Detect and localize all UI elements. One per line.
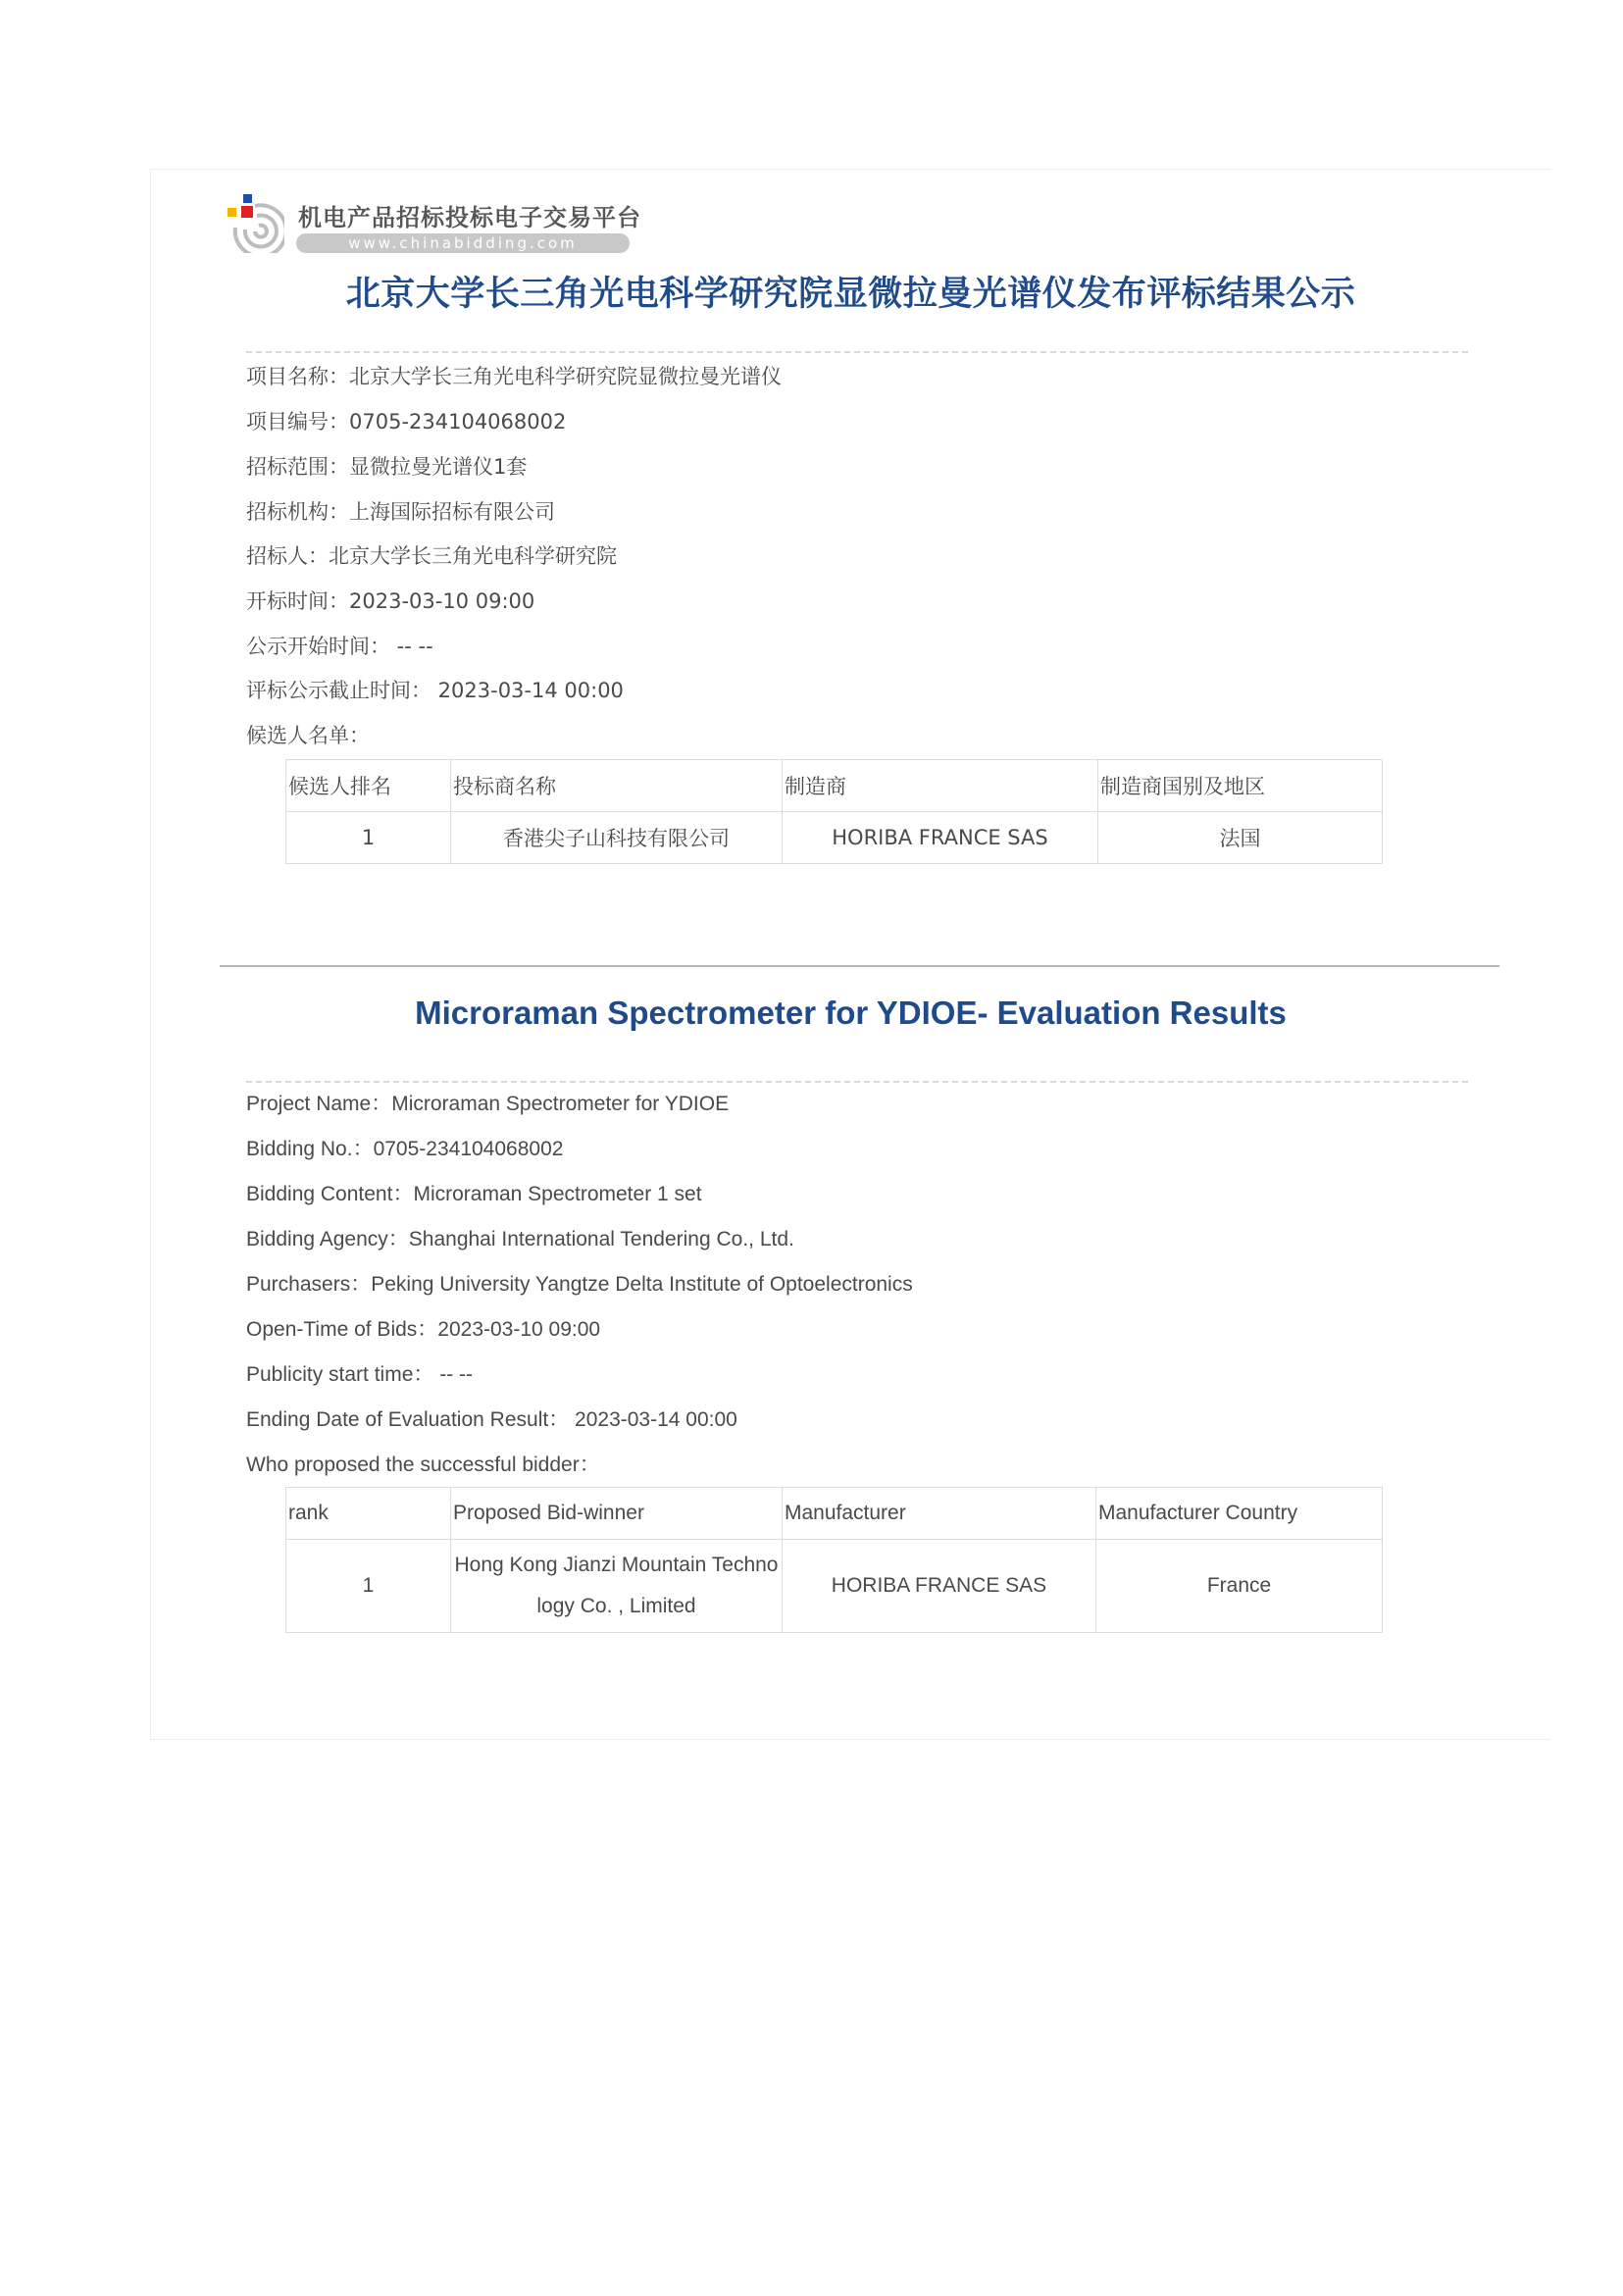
- field-open-time-cn: 开标时间：2023-03-10 09:00: [246, 589, 535, 613]
- col-manufacturer-header: Manufacturer: [783, 1488, 1096, 1540]
- table-header-row: [286, 1488, 1383, 1540]
- divider-dashed-en: [246, 1081, 1468, 1083]
- field-publicity-start-cn: 公示开始时间： -- --: [246, 635, 433, 658]
- section-divider: [220, 965, 1499, 967]
- logo-mark-icon: [228, 194, 284, 253]
- cell-bidder: Hong Kong Jianzi Mountain Technology Co. , Limited: [451, 1540, 783, 1633]
- cell-bidder: 香港尖子山科技有限公司: [451, 812, 783, 864]
- candidates-table-cn: [285, 759, 1383, 864]
- table-row: [286, 812, 1383, 864]
- col-bidder-header: 投标商名称: [451, 760, 783, 812]
- col-bidder-header: Proposed Bid-winner: [451, 1488, 783, 1540]
- field-candidates-cn: 候选人名单：: [246, 724, 370, 747]
- candidates-table-en: [285, 1487, 1383, 1633]
- field-publicity-start-en: Publicity start time： -- --: [246, 1363, 474, 1386]
- cell-rank: 1: [286, 812, 451, 864]
- field-agency-cn: 招标机构：上海国际招标有限公司: [246, 500, 555, 524]
- field-bidding-no-en: Bidding No.：0705-234104068002: [246, 1138, 564, 1160]
- col-country-header: 制造商国别及地区: [1098, 760, 1383, 812]
- cell-manufacturer: HORIBA FRANCE SAS: [783, 1540, 1096, 1633]
- field-purchaser-cn: 招标人：北京大学长三角光电科学研究院: [246, 544, 617, 568]
- cell-manufacturer: HORIBA FRANCE SAS: [783, 812, 1098, 864]
- platform-logo[interactable]: [228, 194, 639, 257]
- field-bidding-agency-en: Bidding Agency：Shanghai International Tendering Co., Ltd.: [246, 1228, 794, 1250]
- field-evaluation-end-en: Ending Date of Evaluation Result： 2023-03-14 00:00: [246, 1408, 737, 1431]
- field-publicity-end-cn: 评标公示截止时间： 2023-03-14 00:00: [246, 679, 624, 702]
- field-scope-cn: 招标范围：显微拉曼光谱仪1套: [246, 455, 528, 479]
- divider-dashed-cn: [246, 351, 1468, 353]
- col-rank-header: rank: [286, 1488, 451, 1540]
- cell-country: France: [1096, 1540, 1383, 1633]
- col-manufacturer-header: 制造商: [783, 760, 1098, 812]
- col-rank-header: 候选人排名: [286, 760, 451, 812]
- field-open-time-en: Open-Time of Bids：2023-03-10 09:00: [246, 1318, 601, 1341]
- table-row: [286, 1540, 1383, 1633]
- field-bidding-content-en: Bidding Content：Microraman Spectrometer 1 set: [246, 1183, 702, 1205]
- platform-url[interactable]: www.chinabidding.com: [296, 233, 630, 253]
- field-project-name-en: Project Name：Microraman Spectrometer for YDIOE: [246, 1093, 730, 1115]
- page-title-en: Microraman Spectrometer for YDIOE- Evaluation Results: [415, 995, 1287, 1031]
- table-header-row: [286, 760, 1383, 812]
- field-project-number-cn: 项目编号：0705-234104068002: [246, 410, 567, 434]
- cell-rank: 1: [286, 1540, 451, 1633]
- cell-country: 法国: [1098, 812, 1383, 864]
- col-country-header: Manufacturer Country: [1096, 1488, 1383, 1540]
- page-title-cn: 北京大学长三角光电科学研究院显微拉曼光谱仪发布评标结果公示: [345, 275, 1356, 314]
- platform-name: 机电产品招标投标电子交易平台: [298, 204, 641, 231]
- field-successful-bidder-en: Who proposed the successful bidder：: [246, 1454, 600, 1476]
- field-project-name-cn: 项目名称：北京大学长三角光电科学研究院显微拉曼光谱仪: [246, 365, 782, 388]
- field-purchasers-en: Purchasers：Peking University Yangtze Delta Institute of Optoelectronics: [246, 1273, 913, 1296]
